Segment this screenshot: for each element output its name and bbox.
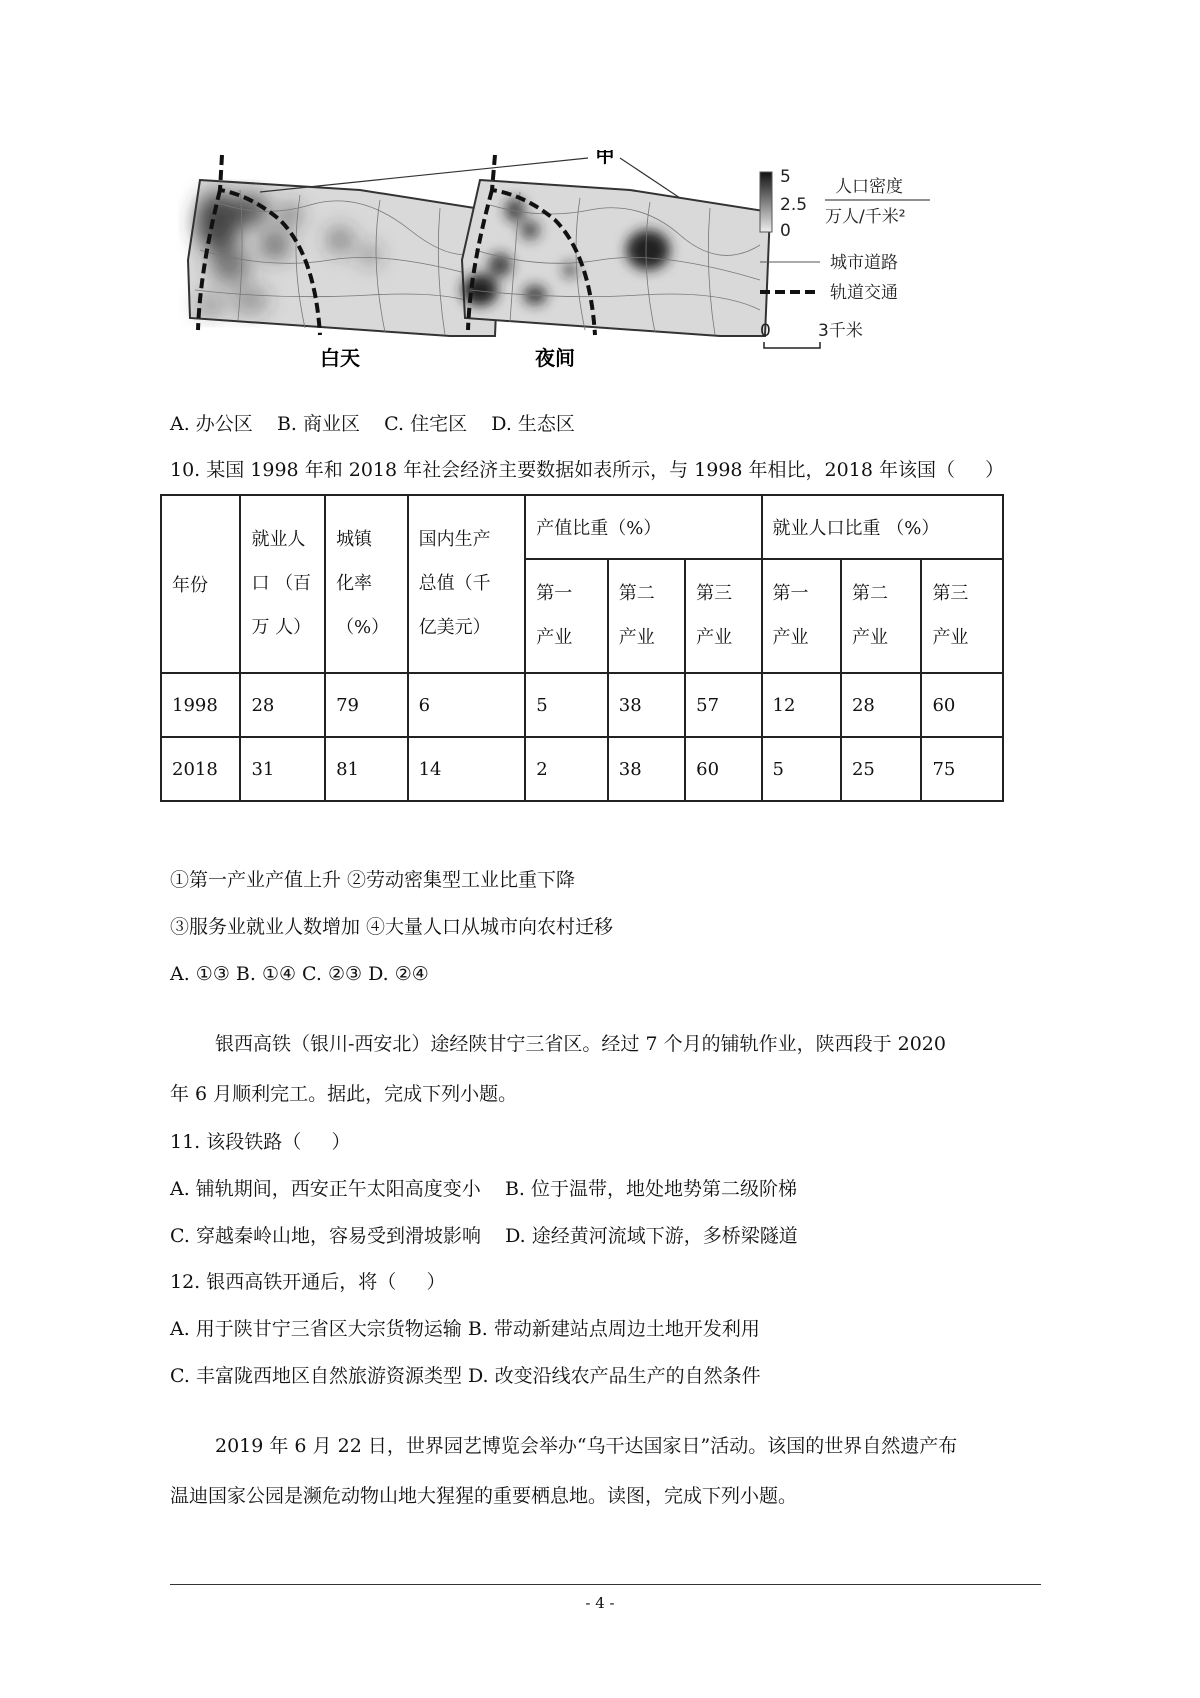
density-maps-svg [170, 150, 1020, 410]
passage-2-line-2: 温迪国家公园是濒危动物山地大猩猩的重要栖息地。读图，完成下列小题。 [170, 1485, 798, 1507]
q10-statements-2: ③服务业就业人数增加 ④大量人口从城市向农村迁移 [170, 916, 614, 938]
header-labor-share: 就业人口比重 （%） [762, 495, 1004, 559]
header-out-secondary: 第二 产业 [608, 559, 685, 673]
passage-1-line-1: 银西高铁（银川-西安北）途经陕甘宁三省区。经过 7 个月的铺轨作业，陕西段于 2020 [215, 1033, 946, 1055]
q10-options: A. ①③ B. ①④ C. ②③ D. ②④ [170, 963, 429, 985]
header-urbanization: 城镇 化率 （%） [325, 495, 408, 673]
population-density-figure [170, 150, 1020, 410]
svg-text:轨道交通: 轨道交通 [830, 283, 898, 303]
header-lab-secondary: 第二 产业 [841, 559, 921, 673]
svg-text:人口密度: 人口密度 [835, 177, 903, 197]
svg-text:3千米: 3千米 [818, 321, 863, 341]
q10-statements-1: ①第一产业产值上升 ②劳动密集型工业比重下降 [170, 869, 576, 891]
q10-stem: 10. 某国 1998 年和 2018 年社会经济主要数据如表所示，与 1998 年相比，2018 年该国（ ） [170, 459, 1005, 481]
header-gdp: 国内生产 总值（千 亿美元） [408, 495, 526, 673]
svg-text:0: 0 [780, 221, 791, 241]
page-number: - 4 - [585, 1594, 615, 1612]
label-jia: 甲 [595, 150, 615, 167]
header-year: 年份 [161, 495, 240, 673]
svg-text:城市道路: 城市道路 [830, 253, 898, 273]
q12-options-ab: A. 用于陕甘宁三省区大宗货物运输 B. 带动新建站点周边土地开发利用 [170, 1318, 760, 1340]
svg-text:0: 0 [760, 321, 771, 341]
day-map [188, 155, 500, 370]
passage-2-line-1: 2019 年 6 月 22 日，世界园艺博览会举办“乌干达国家日”活动。该国的世界自然遗产布 [215, 1435, 958, 1457]
table-row: 2018 31 81 14 2 38 60 5 25 75 [161, 737, 1003, 801]
day-map-caption: 白天 [320, 346, 360, 370]
svg-text:万人/千米²: 万人/千米² [825, 207, 906, 227]
night-map [462, 155, 770, 370]
legend [760, 167, 930, 348]
header-out-tertiary: 第三 产业 [685, 559, 761, 673]
footer-rule [170, 1584, 1041, 1585]
economic-data-table [160, 494, 1004, 802]
table-row: 1998 28 79 6 5 38 57 12 28 60 [161, 673, 1003, 737]
q11-options-ab: A. 铺轨期间，西安正午太阳高度变小 B. 位于温带，地处地势第二级阶梯 [170, 1178, 798, 1200]
svg-text:2.5: 2.5 [780, 195, 808, 215]
night-map-caption: 夜间 [535, 346, 575, 370]
q12-stem: 12. 银西高铁开通后，将（ ） [170, 1271, 446, 1293]
header-lab-tertiary: 第三 产业 [921, 559, 1003, 673]
passage-1-line-2: 年 6 月顺利完工。据此，完成下列小题。 [170, 1083, 518, 1105]
header-lab-primary: 第一 产业 [762, 559, 841, 673]
header-out-primary: 第一 产业 [525, 559, 608, 673]
svg-text:5: 5 [780, 167, 791, 187]
header-output-share: 产值比重（%） [525, 495, 761, 559]
header-employment: 就业人 口 （百 万 人） [240, 495, 325, 673]
q11-stem: 11. 该段铁路（ ） [170, 1131, 351, 1153]
q9-options: A. 办公区 B. 商业区 C. 住宅区 D. 生态区 [170, 413, 575, 435]
q11-options-cd: C. 穿越秦岭山地，容易受到滑坡影响 D. 途经黄河流域下游，多桥梁隧道 [170, 1225, 798, 1247]
q12-options-cd: C. 丰富陇西地区自然旅游资源类型 D. 改变沿线农产品生产的自然条件 [170, 1365, 761, 1387]
